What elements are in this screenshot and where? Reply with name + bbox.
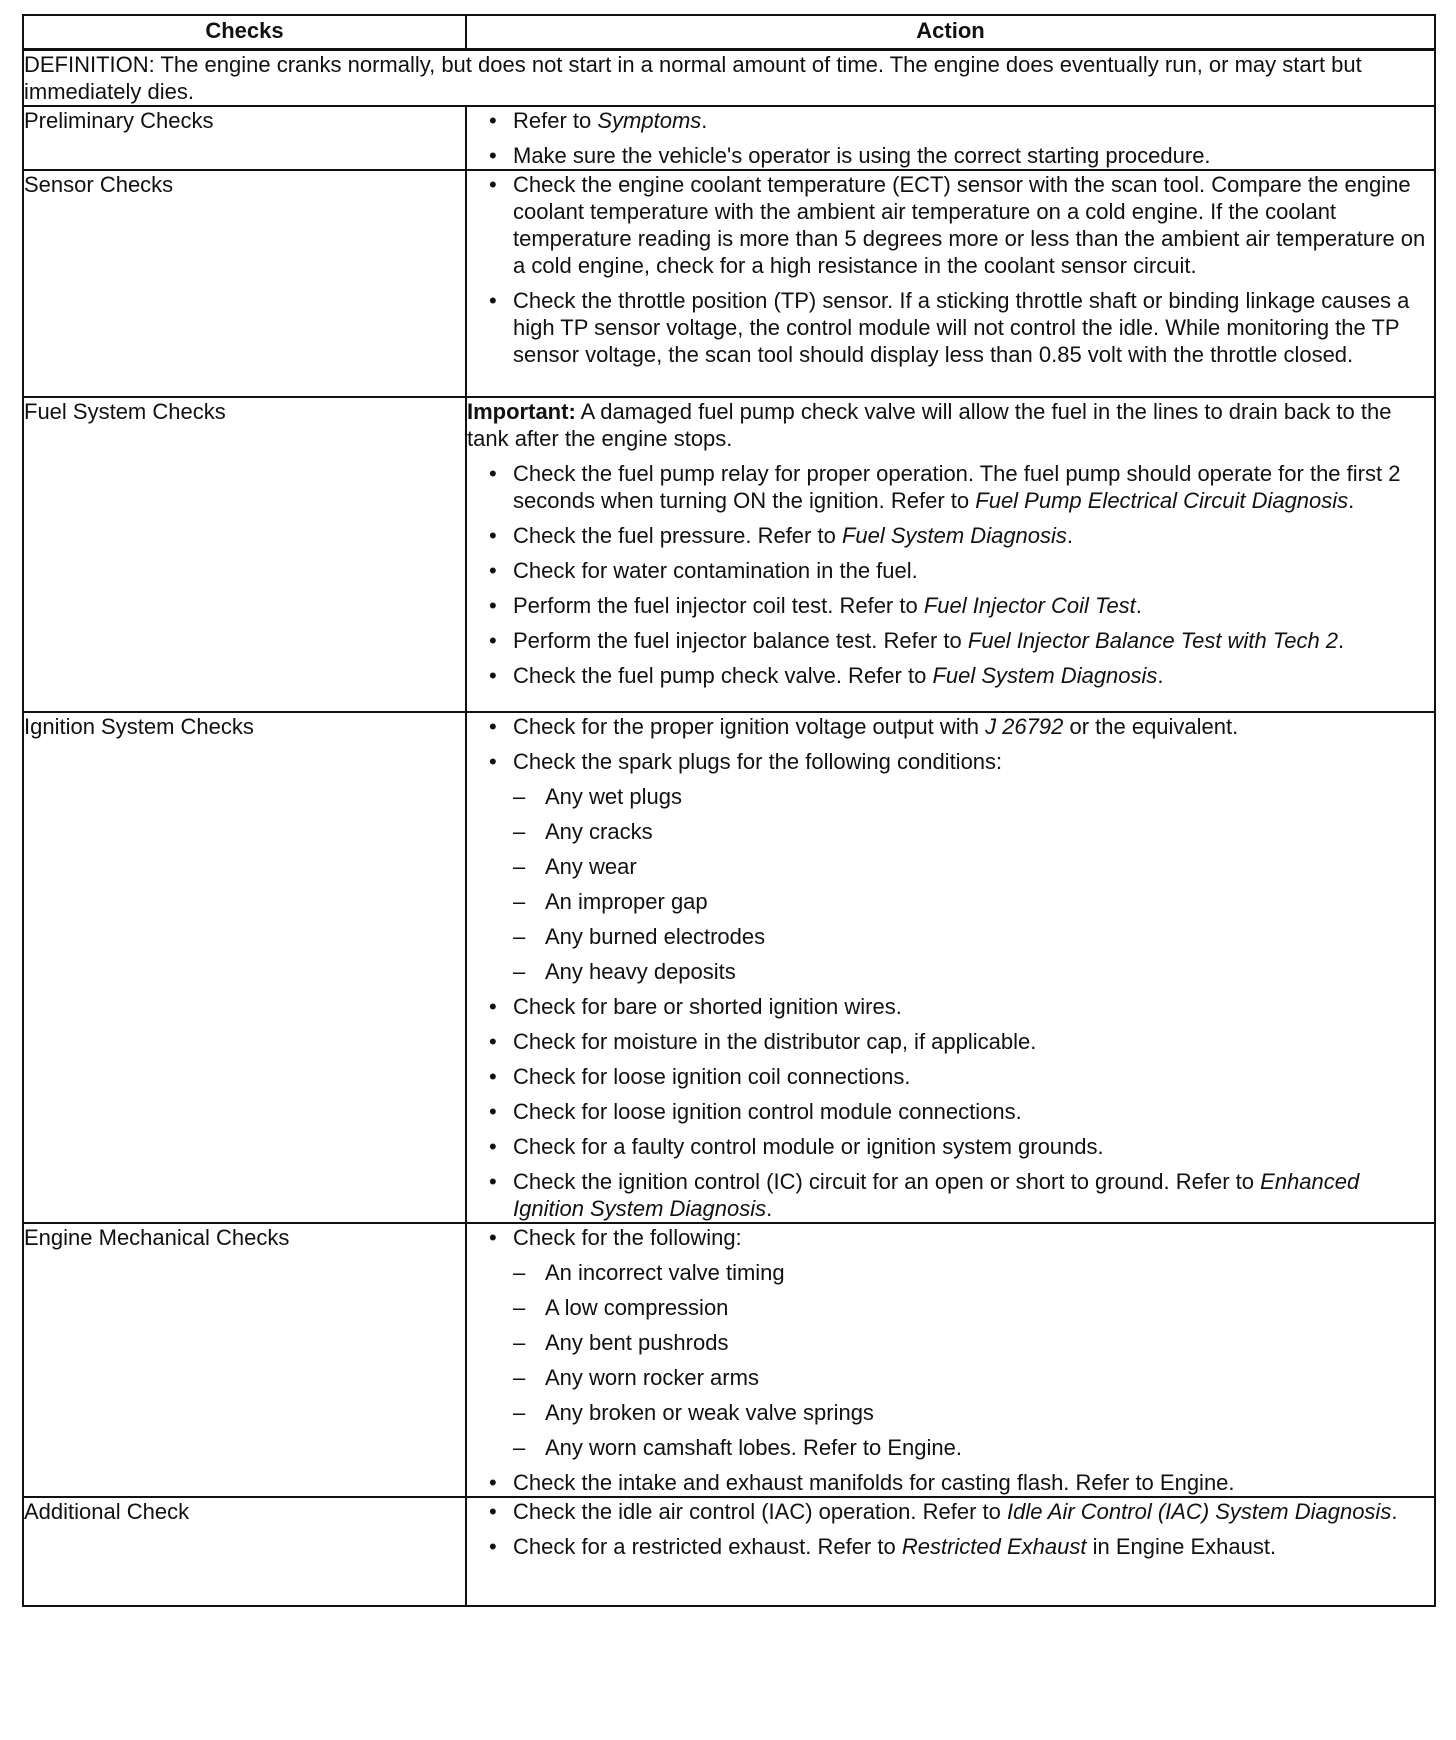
bullet-icon: • [489, 1470, 497, 1495]
condition-text: An improper gap [545, 889, 708, 914]
action-text: Check for the following: [513, 1225, 742, 1250]
action-cell [466, 712, 1435, 1223]
action-text: . [1348, 488, 1355, 513]
condition-text: Any broken or weak valve springs [545, 1400, 874, 1425]
action-list [467, 713, 1434, 1222]
bullet-icon: • [489, 1064, 497, 1089]
action-text: or the equivalent. [1063, 714, 1239, 739]
condition-list [513, 783, 1434, 985]
action-cell [466, 1223, 1435, 1497]
check-category-sensor-checks: Sensor Checks [23, 170, 466, 397]
bullet-icon: • [489, 1029, 497, 1054]
condition-text: Any heavy deposits [545, 959, 736, 984]
action-text: . [1391, 1499, 1398, 1524]
action-item [467, 627, 1434, 654]
action-item [467, 662, 1434, 689]
table-row [23, 712, 1435, 1223]
bullet-icon: • [489, 1225, 497, 1250]
action-item [467, 1224, 1434, 1461]
condition-item [513, 853, 1434, 880]
bullet-icon: • [489, 714, 497, 739]
dash-icon: – [513, 1400, 526, 1425]
reference-link: Symptoms [597, 108, 702, 133]
bullet-icon: • [489, 461, 497, 486]
dash-icon: – [513, 889, 526, 914]
condition-text: Any bent pushrods [545, 1330, 729, 1355]
action-cell [466, 170, 1435, 397]
action-text: Perform the fuel injector coil test. Refer to [513, 593, 924, 618]
condition-text: A low compression [545, 1295, 729, 1320]
bullet-icon: • [489, 558, 497, 583]
table-body [23, 50, 1435, 1607]
action-text: Check the fuel pressure. Refer to [513, 523, 842, 548]
bullet-icon: • [489, 108, 497, 133]
reference-link: Fuel Injector Coil Test [923, 593, 1136, 618]
action-text: Check the throttle position (TP) sensor. If a sticking throttle shaft or binding linkage causes a high TP sensor voltage, the control module will not control the idle. While monitoring the TP sensor voltage, the scan tool should display less than 0.85 volt with the throttle closed. [513, 288, 1410, 367]
action-item [467, 287, 1434, 368]
bullet-icon: • [489, 1099, 497, 1124]
action-item [467, 171, 1434, 279]
table-row [23, 1223, 1435, 1497]
dash-icon: – [513, 924, 526, 949]
condition-text: Any burned electrodes [545, 924, 766, 949]
table-row [23, 1497, 1435, 1606]
action-item [467, 460, 1434, 514]
action-item [467, 1063, 1434, 1090]
condition-item [513, 1329, 1434, 1356]
action-cell [466, 1497, 1435, 1606]
action-item [467, 1498, 1434, 1525]
condition-item [513, 958, 1434, 985]
table-row [23, 170, 1435, 397]
header-row [23, 15, 1435, 50]
condition-text: Any wear [545, 854, 637, 879]
action-text: Check the engine coolant temperature (ECT) sensor with the scan tool. Compare the engine coolant temperature with the ambient air temperature on a cold engine. If the coolant temperature reading is more than 5 degrees more or less than the ambient air temperature on a cold engine, check for a high resistance in the coolant sensor circuit. [513, 172, 1426, 278]
action-cell [466, 397, 1435, 712]
action-text: Check for water contamination in the fuel. [513, 558, 918, 583]
condition-item [513, 888, 1434, 915]
bullet-icon: • [489, 288, 497, 313]
dash-icon: – [513, 819, 526, 844]
bullet-icon: • [489, 593, 497, 618]
action-cell [466, 106, 1435, 170]
action-item [467, 522, 1434, 549]
bullet-icon: • [489, 172, 497, 197]
action-text: Perform the fuel injector balance test. Refer to [513, 628, 968, 653]
dash-icon: – [513, 854, 526, 879]
condition-text: Any worn camshaft lobes. Refer to Engine. [545, 1435, 962, 1460]
condition-item [513, 1364, 1434, 1391]
reference-link: Enhanced Ignition System Diagnosis [513, 1169, 1360, 1221]
definition-text: DEFINITION: The engine cranks normally, but does not start in a normal amount of time. The engine does eventually run, or may start but immediately dies. [23, 50, 1435, 107]
condition-item [513, 1259, 1434, 1286]
action-text: Check the intake and exhaust manifolds for casting flash. Refer to Engine. [513, 1470, 1235, 1495]
action-text: Check for a faulty control module or ignition system grounds. [513, 1134, 1104, 1159]
check-category-ignition-system-checks: Ignition System Checks [23, 712, 466, 1223]
action-item [467, 1028, 1434, 1055]
action-text: Check for bare or shorted ignition wires. [513, 994, 902, 1019]
action-item [467, 713, 1434, 740]
bullet-icon: • [489, 994, 497, 1019]
header-checks: Checks [23, 15, 466, 50]
reference-link: Fuel Pump Electrical Circuit Diagnosis [975, 488, 1349, 513]
condition-text: Any worn rocker arms [545, 1365, 759, 1390]
action-text: Check the ignition control (IC) circuit for an open or short to ground. Refer to [513, 1169, 1261, 1194]
action-text: . [1157, 663, 1164, 688]
bullet-icon: • [489, 1134, 497, 1159]
important-note [467, 398, 1434, 452]
reference-link: Fuel System Diagnosis [841, 523, 1067, 548]
action-text: . [1066, 523, 1074, 548]
action-list [467, 171, 1434, 368]
check-category-engine-mechanical-checks: Engine Mechanical Checks [23, 1223, 466, 1497]
table-row [23, 397, 1435, 712]
action-text: Check for loose ignition coil connections. [513, 1064, 911, 1089]
condition-item [513, 1399, 1434, 1426]
action-text: . [1338, 628, 1345, 653]
action-text: Refer to [513, 108, 598, 133]
condition-list [513, 1259, 1434, 1461]
reference-link: Idle Air Control (IAC) System Diagnosis [1007, 1499, 1392, 1524]
action-item [467, 1168, 1434, 1222]
action-text: Make sure the vehicle's operator is using the correct starting procedure. [513, 143, 1211, 168]
dash-icon: – [513, 1435, 526, 1460]
header-action: Action [466, 15, 1435, 50]
bullet-icon: • [489, 749, 497, 774]
action-text: Check the idle air control (IAC) operation. Refer to [513, 1499, 1008, 1524]
important-label: Important: [467, 399, 576, 424]
action-text: . [766, 1196, 773, 1221]
condition-item [513, 783, 1434, 810]
action-item [467, 142, 1434, 169]
action-text: Check for loose ignition control module connections. [513, 1099, 1022, 1124]
action-list [467, 460, 1434, 689]
table-row [23, 106, 1435, 170]
definition-row [23, 50, 1435, 107]
reference-link: Fuel System Diagnosis [932, 663, 1158, 688]
action-list [467, 1224, 1434, 1496]
action-text: Check the spark plugs for the following conditions: [513, 749, 1003, 774]
action-list [467, 107, 1434, 169]
condition-item [513, 1434, 1434, 1461]
action-list [467, 1498, 1434, 1560]
condition-item [513, 923, 1434, 950]
bullet-icon: • [489, 663, 497, 688]
note-text: A damaged fuel pump check valve will allow the fuel in the lines to drain back to the tank after the engine stops. [467, 399, 1392, 451]
action-text: Check for moisture in the distributor cap, if applicable. [513, 1029, 1037, 1054]
condition-text: Any cracks [545, 819, 653, 844]
dash-icon: – [513, 784, 526, 809]
action-item [467, 107, 1434, 134]
dash-icon: – [513, 959, 526, 984]
check-category-preliminary-checks: Preliminary Checks [23, 106, 466, 170]
action-item [467, 1533, 1434, 1560]
dash-icon: – [513, 1260, 526, 1285]
action-item [467, 592, 1434, 619]
diagnostic-table [22, 14, 1436, 1607]
action-text: . [1135, 593, 1142, 618]
action-item [467, 748, 1434, 985]
action-text: . [701, 108, 708, 133]
action-item [467, 993, 1434, 1020]
condition-text: An incorrect valve timing [545, 1260, 785, 1285]
check-category-fuel-system-checks: Fuel System Checks [23, 397, 466, 712]
condition-item [513, 1294, 1434, 1321]
bullet-icon: • [489, 1169, 497, 1194]
reference-link: Restricted Exhaust [901, 1534, 1087, 1559]
bullet-icon: • [489, 1534, 497, 1559]
condition-text: Any wet plugs [545, 784, 682, 809]
action-text: Check the fuel pump relay for proper operation. The fuel pump should operate for the first 2 seconds when turning ON the ignition. Refer to [513, 461, 1401, 513]
condition-item [513, 818, 1434, 845]
action-text: Check the fuel pump check valve. Refer to [513, 663, 933, 688]
action-text: Check for a restricted exhaust. Refer to [513, 1534, 902, 1559]
action-item [467, 1133, 1434, 1160]
bullet-icon: • [489, 143, 497, 168]
action-text: Check for the proper ignition voltage output with [513, 714, 986, 739]
dash-icon: – [513, 1330, 526, 1355]
dash-icon: – [513, 1295, 526, 1320]
reference-link: J 26792 [985, 714, 1064, 739]
bullet-icon: • [489, 523, 497, 548]
action-item [467, 557, 1434, 584]
reference-link: Fuel Injector Balance Test with Tech 2 [967, 628, 1339, 653]
check-category-additional-check: Additional Check [23, 1497, 466, 1606]
bullet-icon: • [489, 1499, 497, 1524]
action-item [467, 1098, 1434, 1125]
action-item [467, 1469, 1434, 1496]
bullet-icon: • [489, 628, 497, 653]
action-text: in Engine Exhaust. [1086, 1534, 1277, 1559]
dash-icon: – [513, 1365, 526, 1390]
